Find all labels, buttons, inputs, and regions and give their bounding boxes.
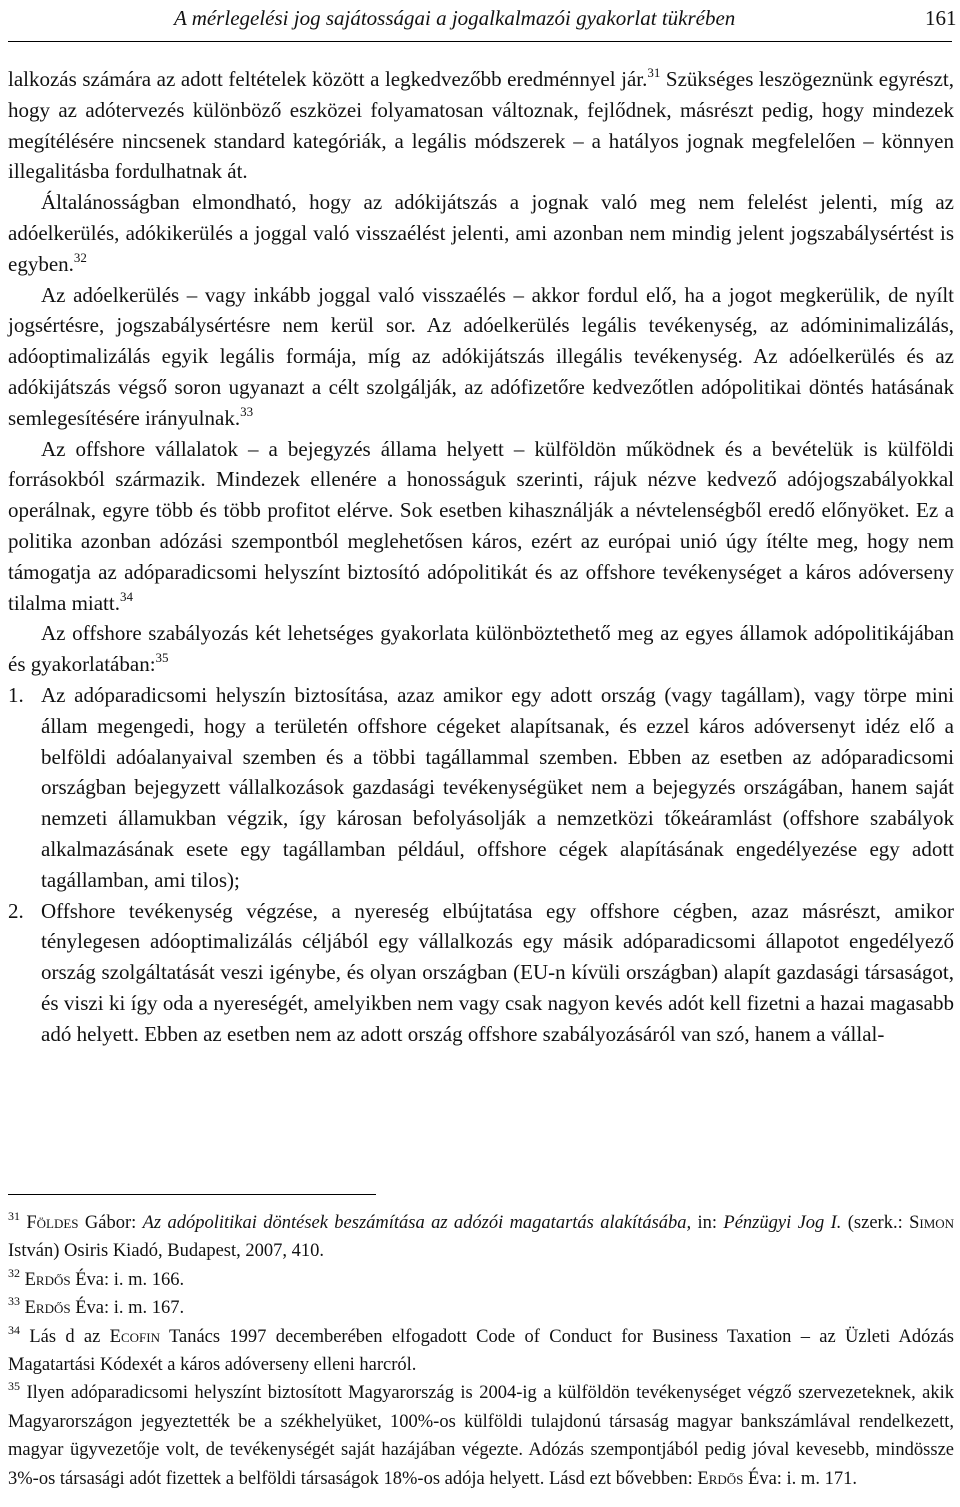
footnote-31 — [8, 1209, 954, 1266]
footnote-author: Erdős — [24, 1269, 71, 1290]
footnote-text: Éva: i. m. 171. — [743, 1468, 857, 1489]
paragraph-5-text: Az offshore szabályozás két lehetséges gyakorlata különböztethető meg az egyes államok adópolitikájában és gyakorlatában: — [8, 621, 954, 677]
list-item — [8, 896, 954, 1050]
list-item — [8, 680, 954, 896]
paragraph-4-text: Az offshore vállalatok – a bejegyzés állama helyett – külföldön működnek és a bevételük is külföldi forrásokból származik. Mindezek ellenére a honosságuk szerinti, rájuk nézve kedvező adójogszabályokkal operálnak, egyre több és több profitot elérve. Sok esetben kihasználják a névtelenségből eredő előnyöket. Ez a politika azonban adózási szempontból meglehetősen káros, ezért az európai unió úgy ítélte meg, hogy nem támogatja az adóparadicsomi helyszínt biztosító adópolitikát és az offshore tevékenységet a káros adóverseny tilalma miatt. — [8, 436, 954, 615]
page-number: 161 — [925, 6, 957, 30]
list-item-text: Offshore tevékenység végzése, a nyereség elbújtatása egy offshore cégben, azaz másrészt, amikor ténylegesen adóoptimalizálás céljából egy vállalkozás egy másik adóparadicsomi állapotot engedélyező ország szolgáltatását veszi igénybe, és olyan országban (EU-n kívüli országban) alapít gazdasági társaságot, és viszi ki így oda a nyereségét, amelyikben nem vagy csak nagyon kevés adót kell fizetni a hazai magasabb adó helyett. Ebben az esetben nem az adott ország offshore szabályozásáról van szó, hanem a vállal- — [41, 898, 954, 1046]
footnote-text: István) Osiris Kiadó, Budapest, 2007, 410. — [8, 1241, 325, 1262]
footnote-text: Tanács 1997 decemberében elfogadott Code of Conduct for Business Taxation – az Üzleti Adózás Magatartási Kódexét a káros adóverseny elleni harcról. — [8, 1326, 954, 1376]
footnote-text: Gábor: — [78, 1213, 143, 1233]
footnote-number: 35 — [8, 1379, 20, 1394]
footnote-text: Lás d az — [20, 1326, 110, 1347]
numbered-list — [8, 680, 954, 1050]
footnote-33 — [8, 1294, 954, 1322]
footnote-work-title: Az adópolitikai döntések beszámítása az adózói magatartás alakításába, — [142, 1213, 692, 1233]
footnote-number: 33 — [8, 1294, 20, 1309]
list-item-text: Az adóparadicsomi helyszín biztosítása, azaz amikor egy adott ország (vagy tagállam), vagy törpe mini állam megengedi, hogy a területén offshore cégeket alapítsanak, és ezzel káros adóversenyt idéz elő a belföldi adóalanyaival szemben és a többi tagállammal szemben. Ebben az esetben az adóparadicsomi országban bejegyzett vállalkozások gazdasági tevékenységüket nem a bejegyzés országában, hanem saját nemzeti államukban végzik, így károsan befolyásolják a nemzetközi tőkeáramlást (offshore szabályok alkalmazásának esete egy tagállamban például, offshore cégek alapításának engedélyezése egy adott tagállamban, ami tilos); — [41, 682, 954, 892]
footnote-text: in: — [691, 1213, 724, 1233]
paragraph-2-text: Általánosságban elmondható, hogy az adókijátszás a jognak való meg nem felelést jelenti, míg az adóelkerülés, adókikerülés a joggal való visszaélést jelenti, ami azonban nem mindig jelent jogszabálysértést is egyben. — [8, 190, 954, 276]
footnote-source: Pénzügyi Jog I. — [723, 1213, 842, 1233]
header-divider — [8, 41, 952, 42]
footnote-org: Ecofin — [109, 1326, 160, 1347]
list-item-number: 2. — [8, 898, 24, 923]
footnote-text: Éva: i. m. 167. — [70, 1298, 185, 1319]
footnote-32 — [8, 1266, 954, 1294]
footnote-34 — [8, 1323, 954, 1380]
footnote-ref-33[interactable]: 33 — [240, 403, 254, 419]
paragraph-3-text: Az adóelkerülés – vagy inkább joggal való visszaélés – akkor fordul elő, ha a jogot megkerülik, de nyílt jogsértésre, jogszabálysértésre nem kerül sor. Az adóelkerülés legális tevékenység, az adóminimalizálás, adóoptimalizálás egyik legális formája, míg az adókijátszás illegális tevékenység. Az adóelkerülés és az adókijátszás végső soron ugyanazt a célt szolgálják, az adófizetőre kedvezőtlen adópolitikai döntés hatásának semlegesítésére irányulnak. — [8, 282, 954, 430]
paragraph-4 — [8, 434, 954, 619]
footnote-ref-35[interactable]: 35 — [155, 650, 169, 666]
footnote-editor: Simon — [909, 1213, 955, 1233]
footnote-divider — [8, 1194, 376, 1195]
footnotes — [8, 1209, 954, 1493]
footnote-author: Földes — [26, 1213, 79, 1233]
footnote-number: 31 — [8, 1209, 20, 1223]
footnote-number: 32 — [8, 1265, 20, 1280]
footnote-author: Erdős — [697, 1468, 744, 1489]
footnote-number: 34 — [8, 1322, 20, 1337]
footnote-text: (szerk.: — [841, 1213, 910, 1233]
paragraph-5 — [8, 618, 954, 680]
footnote-ref-34[interactable]: 34 — [119, 588, 133, 604]
footnote-35 — [8, 1379, 954, 1493]
paragraph-1 — [8, 64, 954, 187]
footnote-ref-31[interactable]: 31 — [647, 65, 661, 80]
main-text — [8, 64, 954, 1050]
running-header — [0, 0, 960, 46]
footnote-text: Éva: i. m. 166. — [70, 1269, 185, 1290]
paragraph-3 — [8, 280, 954, 434]
paragraph-1-text-b: Szükséges leszögeznünk egyrészt, hogy az adótervezés különböző eszközei folyamatosan változnak, fejlődnek, másrészt pedig, hogy mindezek megítélésére nincsenek standard kategóriák, a legális módszerek – a hatályos jognak megfelelően – könnyen illegalitásba fordulhatnak át. — [8, 67, 954, 184]
footnote-ref-32[interactable]: 32 — [73, 249, 87, 265]
running-title: A mérlegelési jog sajátosságai a jogalkalmazói gyakorlat tükrében — [174, 6, 736, 30]
paragraph-1-text-a: lalkozás számára az adott feltételek között a legkedvezőbb eredménnyel jár. — [8, 67, 648, 91]
list-item-number: 1. — [8, 682, 24, 707]
footnote-author: Erdős — [24, 1298, 71, 1319]
paragraph-2 — [8, 187, 954, 279]
footnote-text: Ilyen adóparadicsomi helyszínt biztosított Magyarország is 2004-ig a külföldön tevékenységet végző szervezeteknek, akik Magyarországon jegyeztették be a székhelyüket, 100%-os külföldi tulajdonú társaság magyar bankszámlával rendelkezett, magyar ügyvezetője volt, de tevékenységét saját hazájában végezte. Adózás szempontjából pedig jóval kevesebb, mindössze 3%-os társasági adót fizettek a belföldi társaságok 18%-os adója helyett. Lásd ezt bővebben: — [8, 1383, 954, 1489]
